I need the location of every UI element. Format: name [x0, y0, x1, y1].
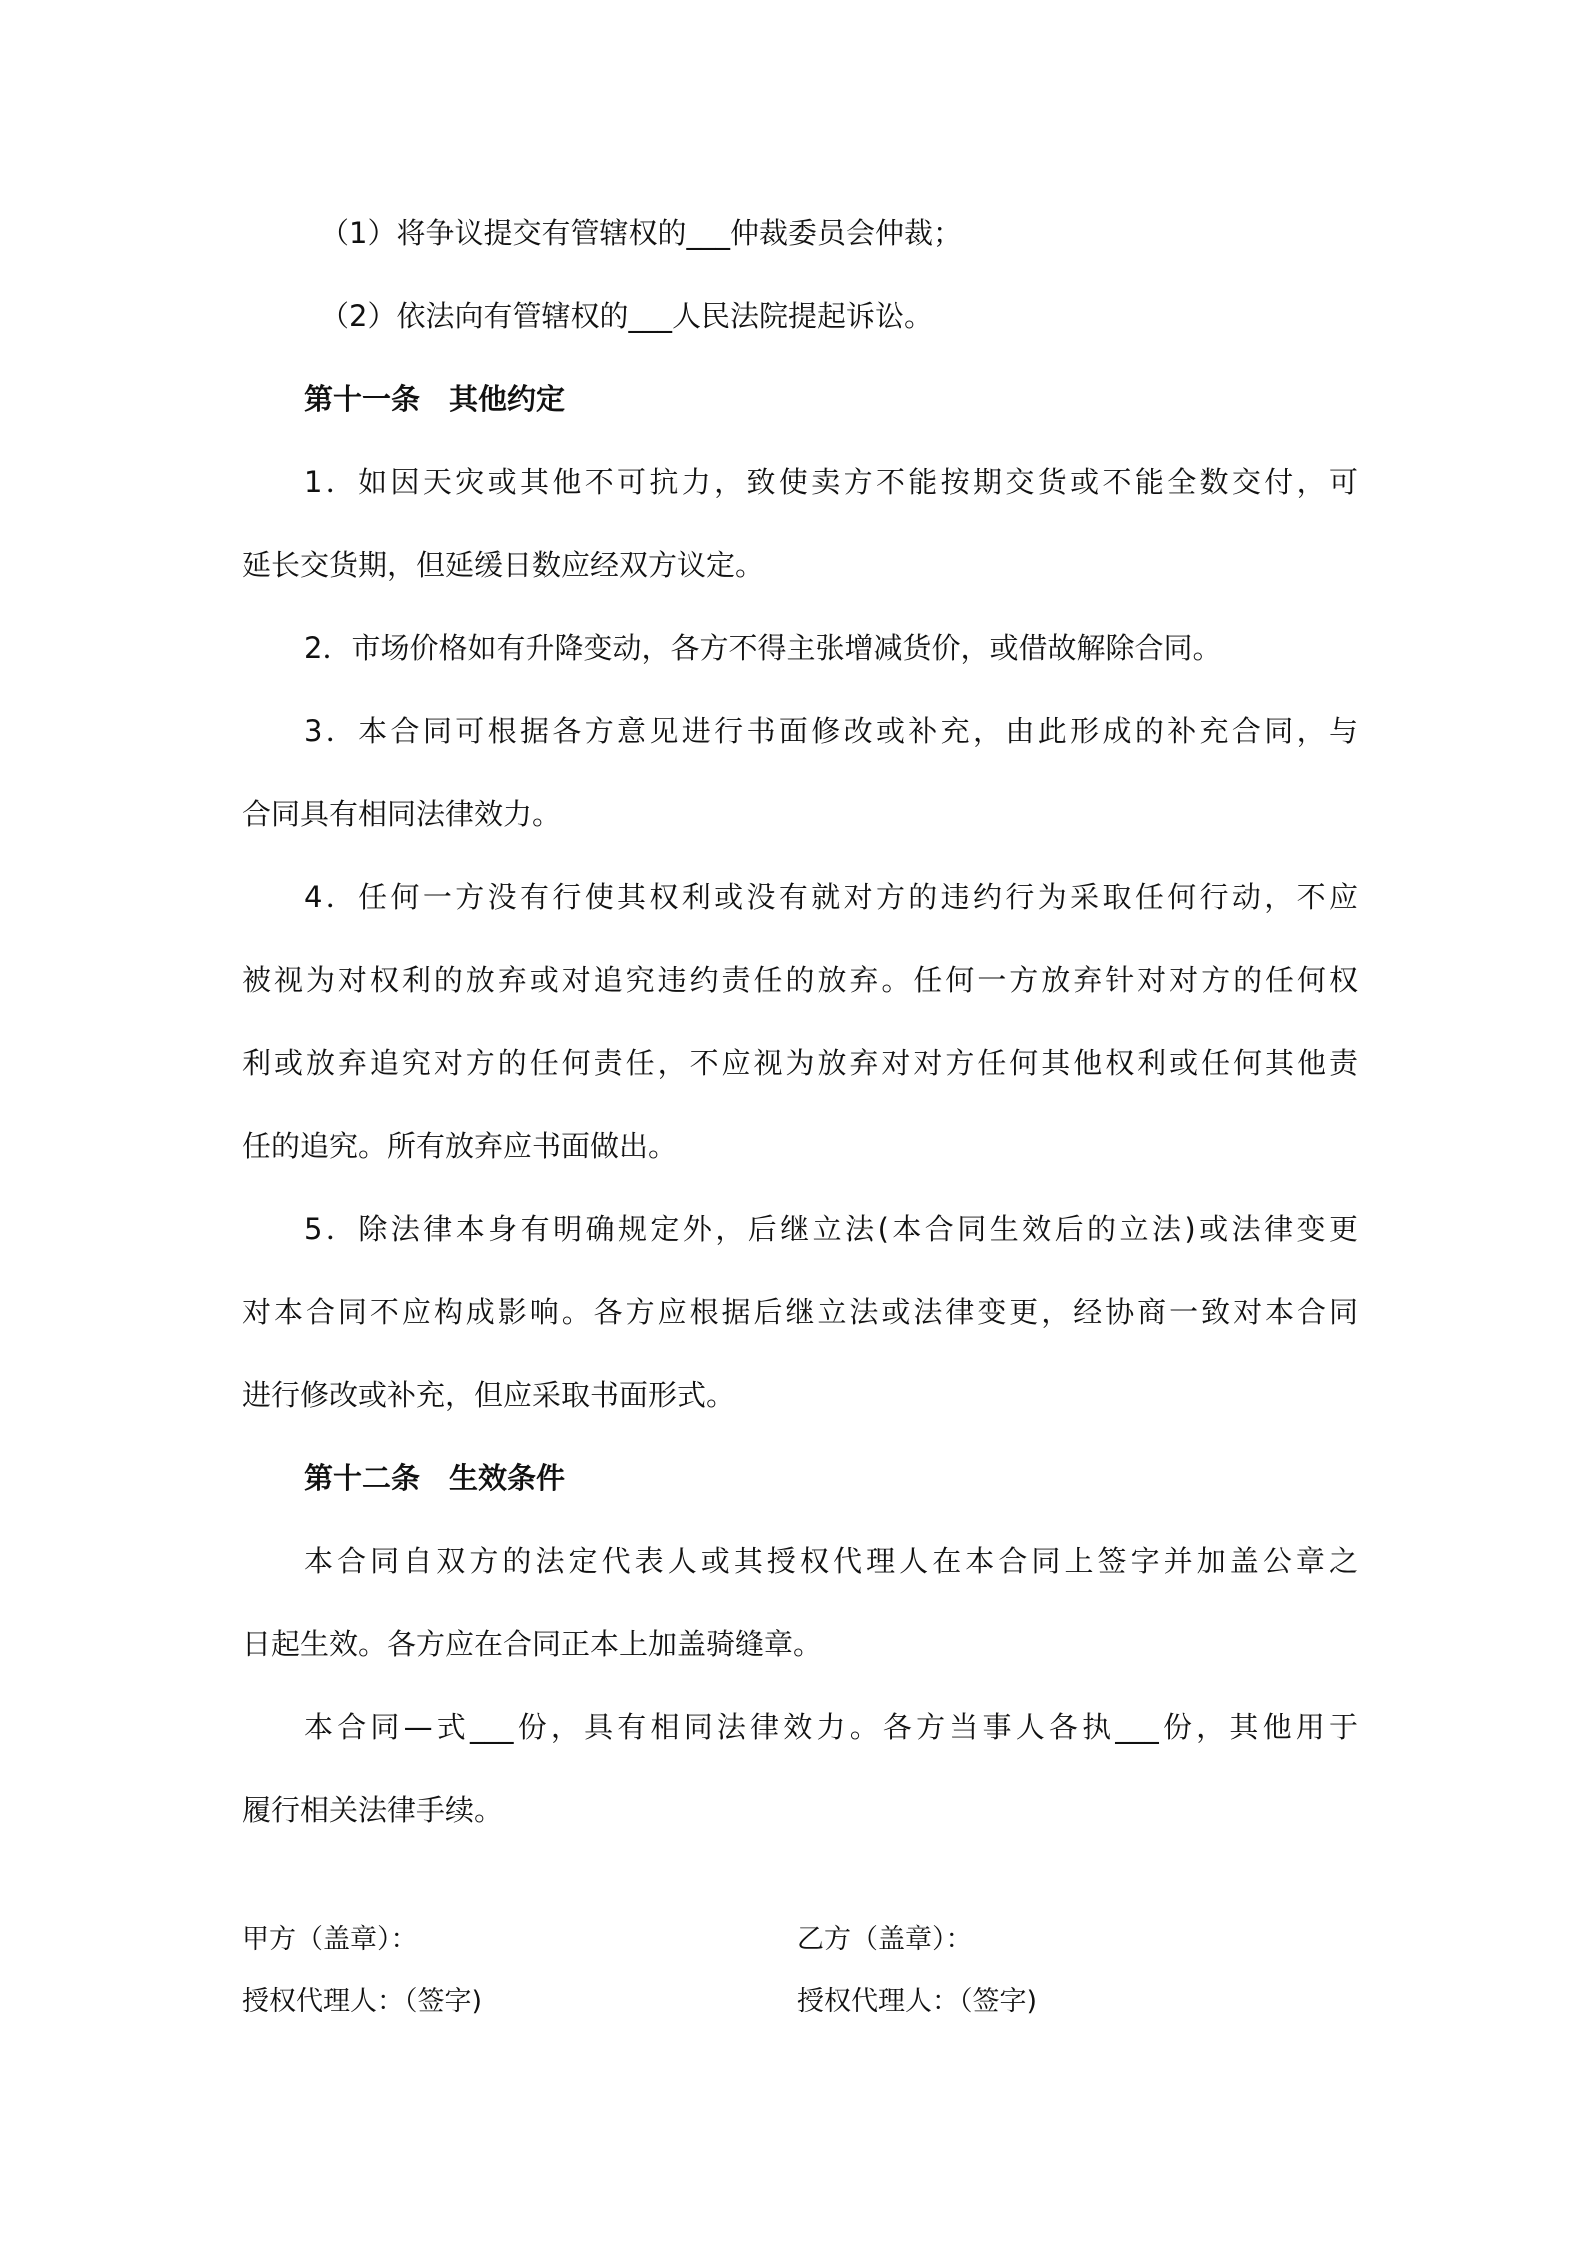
party-b-seal-label: 乙方（盖章）：	[797, 1924, 973, 1955]
clause-11-5-line-2: 对本合同不应构成影响。各方应根据后继立法或法律变更，经协商一致对本合同	[242, 1295, 1358, 1329]
dispute-option-litigation: （2）依法向有管辖权的___人民法院提起诉讼。	[320, 299, 933, 333]
article-12-heading: 第十二条 生效条件	[304, 1461, 566, 1495]
clause-11-2: 2．市场价格如有升降变动，各方不得主张增减货价，或借故解除合同。	[304, 631, 1222, 665]
copies-line-2: 履行相关法律手续。	[242, 1793, 504, 1827]
effectiveness-line-1: 本合同自双方的法定代表人或其授权代理人在本合同上签字并加盖公章之	[304, 1544, 1358, 1578]
party-b-signature-block	[797, 1918, 1037, 2042]
effectiveness-line-2: 日起生效。各方应在合同正本上加盖骑缝章。	[242, 1627, 823, 1661]
clause-11-5-line-3: 进行修改或补充，但应采取书面形式。	[242, 1378, 736, 1412]
clause-11-4-line-3: 利或放弃追究对方的任何责任，不应视为放弃对对方任何其他权利或任何其他责	[242, 1046, 1358, 1080]
clause-11-4-line-2: 被视为对权利的放弃或对追究违约责任的放弃。任何一方放弃针对对方的任何权	[242, 963, 1358, 997]
article-11-heading: 第十一条 其他约定	[304, 382, 566, 416]
clause-11-1-line-1: 1．如因天灾或其他不可抗力，致使卖方不能按期交货或不能全数交付，可	[304, 465, 1358, 499]
party-b-agent-label: 授权代理人：（签字)	[797, 1986, 1038, 2017]
clause-11-4-line-1: 4．任何一方没有行使其权利或没有就对方的违约行为采取任何行动，不应	[304, 880, 1358, 914]
document-body	[242, 205, 1358, 1865]
clause-11-5-line-1: 5．除法律本身有明确规定外，后继立法(本合同生效后的立法)或法律变更	[304, 1212, 1358, 1246]
dispute-option-arbitration: （1）将争议提交有管辖权的___仲裁委员会仲裁；	[320, 216, 962, 250]
party-a-signature-block	[242, 1918, 482, 2042]
copies-line-1: 本合同—式___份，具有相同法律效力。各方当事人各执___份，其他用于	[304, 1710, 1358, 1744]
party-a-seal-label: 甲方（盖章）：	[242, 1924, 418, 1955]
clause-11-3-line-2: 合同具有相同法律效力。	[242, 797, 562, 831]
clause-11-1-line-2: 延长交货期，但延缓日数应经双方议定。	[242, 548, 765, 582]
party-a-agent-label: 授权代理人：（签字)	[242, 1986, 483, 2017]
clause-11-4-line-4: 任的追究。所有放弃应书面做出。	[242, 1129, 678, 1163]
clause-11-3-line-1: 3．本合同可根据各方意见进行书面修改或补充，由此形成的补充合同，与	[304, 714, 1358, 748]
